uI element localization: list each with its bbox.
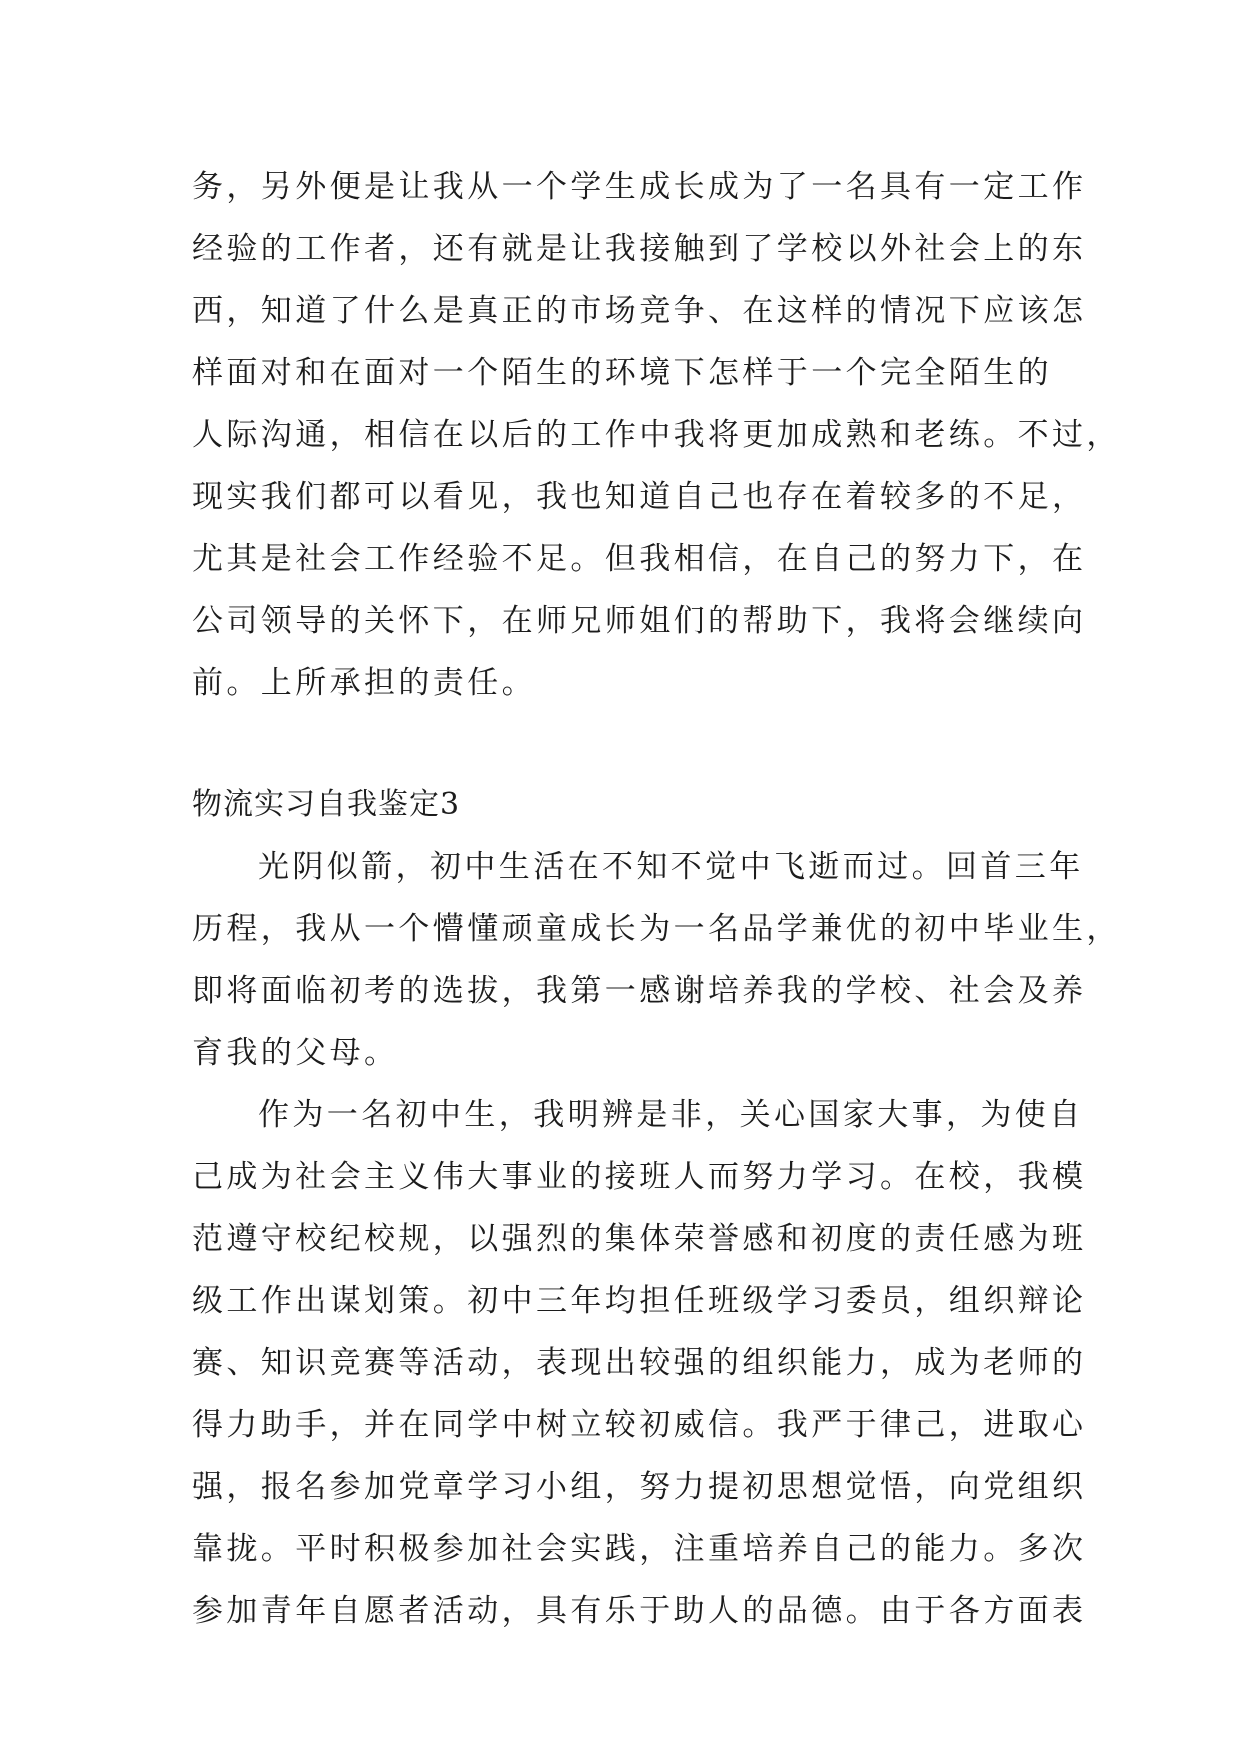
text-line: 参加青年自愿者活动，具有乐于助人的品德。由于各方面表: [192, 1593, 1087, 1629]
text-line: 现实我们都可以看见，我也知道自己也存在着较多的不足，: [192, 479, 1087, 515]
text-line: 作为一名初中生，我明辨是非，关心国家大事，为使自: [258, 1097, 1084, 1133]
text-line: 公司领导的关怀下，在师兄师姐们的帮助下，我将会继续向: [192, 603, 1087, 639]
text-line: 级工作出谋划策。初中三年均担任班级学习委员，组织辩论: [192, 1283, 1087, 1319]
text-line: 范遵守校纪校规，以强烈的集体荣誉感和初度的责任感为班: [192, 1221, 1087, 1257]
text-line: 尤其是社会工作经验不足。但我相信，在自己的努力下，在: [192, 541, 1087, 577]
text-line: 光阴似箭，初中生活在不知不觉中飞逝而过。回首三年: [258, 849, 1084, 885]
section-heading: 物流实习自我鉴定3: [192, 787, 461, 822]
text-line: 强，报名参加党章学习小组，努力提初思想觉悟，向党组织: [192, 1469, 1087, 1505]
text-line: 务，另外便是让我从一个学生成长成为了一名具有一定工作: [192, 169, 1087, 205]
paragraph-1: [192, 836, 1121, 1084]
text-line: 赛、知识竞赛等活动，表现出较强的组织能力，成为老师的: [192, 1345, 1087, 1381]
document-body: [192, 156, 1121, 1642]
text-line: 己成为社会主义伟大事业的接班人而努力学习。在校，我模: [192, 1159, 1087, 1195]
text-line: 人际沟通，相信在以后的工作中我将更加成熟和老练。不过，: [192, 417, 1121, 453]
section-spacer: [192, 714, 1052, 774]
text-line: 样面对和在面对一个陌生的环境下怎样于一个完全陌生的: [192, 355, 1052, 391]
text-line: 前。上所承担的责任。: [192, 665, 536, 701]
paragraph-2: [192, 1084, 1087, 1642]
text-line: 西，知道了什么是真正的市场竞争、在这样的情况下应该怎: [192, 293, 1087, 329]
text-line: 历程，我从一个懵懂顽童成长为一名品学兼优的初中毕业生，: [192, 911, 1121, 947]
text-line: 即将面临初考的选拔，我第一感谢培养我的学校、社会及养: [192, 973, 1087, 1009]
continuation-paragraph: [192, 156, 1121, 714]
text-line: 靠拢。平时积极参加社会实践，注重培养自己的能力。多次: [192, 1531, 1087, 1567]
text-line: 得力助手，并在同学中树立较初威信。我严于律己，进取心: [192, 1407, 1087, 1443]
text-line: 经验的工作者，还有就是让我接触到了学校以外社会上的东: [192, 231, 1087, 267]
text-line: 育我的父母。: [192, 1035, 399, 1071]
